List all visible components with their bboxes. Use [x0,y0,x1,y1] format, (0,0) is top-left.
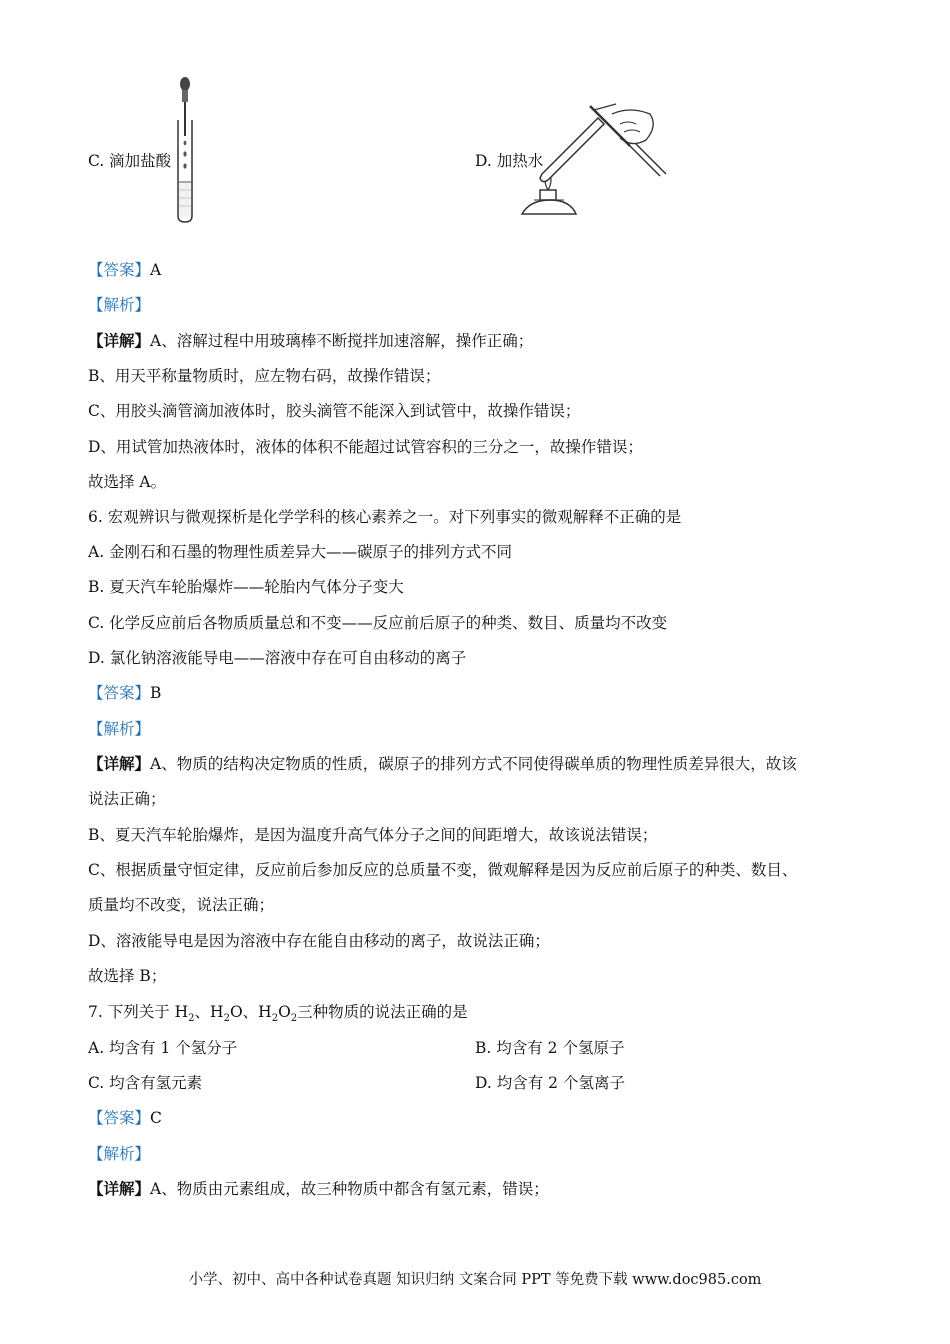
answer-value: A [150,261,162,279]
q7-analysis-tag: 【解析】 [88,1145,151,1163]
detail-tag: 【详解】 [88,754,151,773]
q7-option-b: B. 均含有 2 个氢原子 [475,1039,625,1057]
stem-part: 、H [194,1003,224,1021]
detail-tag: 【详解】 [88,1179,151,1198]
q5-option-c: C. 滴加盐酸 [88,152,172,170]
q6-detail-c2: 质量均不改变，说法正确； [88,896,275,914]
detail-text: A、物质由元素组成，故三种物质中都含有氢元素，错误； [150,1180,549,1198]
dropper-test-tube-figure [168,74,208,226]
q6-option-c: C. 化学反应前后各物质质量总和不变——反应前后原子的种类、数目、质量均不改变 [88,614,668,632]
q7-stem [88,1001,468,1030]
q6-option-d: D. 氯化钠溶液能导电——溶液中存在可自由移动的离子 [88,649,467,667]
q6-stem: 6. 宏观辨识与微观探析是化学学科的核心素养之一。对下列事实的微观解释不正确的是 [88,508,682,526]
q5-option-d: D. 加热水 [475,152,544,170]
subscript: 2 [188,1013,195,1025]
q6-detail-c1: C、根据质量守恒定律，反应前后参加反应的总质量不变，微观解释是因为反应前后原子的种类、数目、 [88,861,798,879]
answer-value: B [150,684,162,702]
q5-detail-c: C、用胶头滴管滴加液体时，胶头滴管不能深入到试管中，故操作错误； [88,402,581,420]
q6-analysis-tag: 【解析】 [88,720,151,738]
q7-answer [88,1107,162,1129]
q5-detail-b: B、用天平称量物质时，应左物右码，故操作错误； [88,367,441,385]
q5-conclusion: 故选择 A。 [88,473,167,491]
stem-part: O、H [229,1003,272,1021]
answer-value: C [150,1109,162,1127]
q5-answer [88,259,161,281]
q5-detail-d: D、用试管加热液体时，液体的体积不能超过试管容积的三分之一，故操作错误； [88,438,643,456]
page-footer: 小学、初中、高中各种试卷真题 知识归纳 文案合同 PPT 等免费下载 www.doc985.com [188,1272,762,1288]
detail-text: A、物质的结构决定物质的性质，碳原子的排列方式不同使得碳单质的物理性质差异很大，故该 [150,755,797,773]
q6-detail-b: B、夏天汽车轮胎爆炸，是因为温度升高气体分子之间的间距增大，故该说法错误； [88,826,658,844]
detail-text: A、溶解过程中用玻璃棒不断搅拌加速溶解，操作正确； [150,332,534,350]
q7-option-d: D. 均含有 2 个氢离子 [475,1074,625,1092]
q7-option-a: A. 均含有 1 个氢分子 [88,1039,238,1057]
q5-analysis-tag: 【解析】 [88,296,151,314]
q6-conclusion: 故选择 B； [88,967,167,985]
detail-tag: 【详解】 [88,331,151,350]
q6-option-b: B. 夏天汽车轮胎爆炸——轮胎内气体分子变大 [88,578,404,596]
q6-answer [88,682,161,704]
answer-tag: 【答案】 [88,261,151,279]
q6-option-a: A. 金刚石和石墨的物理性质差异大——碳原子的排列方式不同 [88,543,513,561]
q7-detail-a [88,1178,549,1200]
subscript: 2 [290,1013,298,1025]
answer-tag: 【答案】 [88,684,151,702]
stem-part: 三种物质的说法正确的是 [297,1003,468,1021]
q5-detail-a [88,330,533,352]
q6-detail-a2: 说法正确； [88,790,166,808]
q6-detail-a1 [88,753,797,775]
stem-part: 7. 下列关于 H [88,1003,189,1021]
q7-option-c: C. 均含有氢元素 [88,1074,203,1092]
subscript: 2 [223,1013,230,1025]
subscript: 2 [271,1013,279,1025]
q6-detail-d: D、溶液能导电是因为溶液中存在能自由移动的离子，故说法正确； [88,932,550,950]
answer-tag: 【答案】 [88,1109,151,1127]
stem-part: O [278,1003,291,1021]
